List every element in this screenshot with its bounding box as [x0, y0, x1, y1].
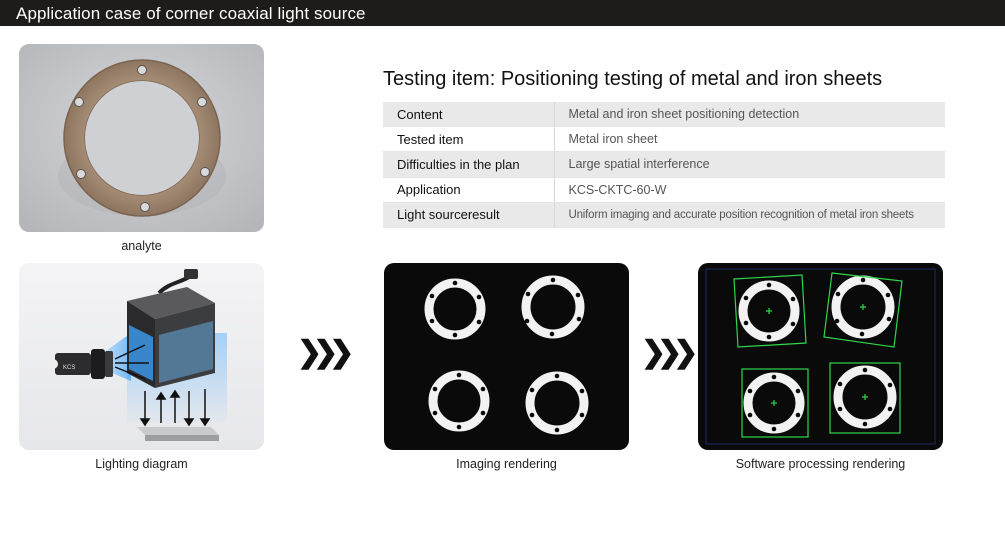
lighting-diagram [19, 263, 264, 450]
row-key: Content [383, 102, 554, 127]
header-bar [0, 0, 1005, 26]
row-key: Light sourceresult [383, 202, 554, 227]
raw-camera-image [384, 263, 629, 450]
caption-imaging: Imaging rendering [456, 457, 557, 471]
row-key: Difficulties in the plan [383, 152, 554, 177]
software-rendering [698, 263, 943, 450]
page-title: Application case of corner coaxial light source [16, 4, 366, 23]
imaging-rendering [384, 263, 629, 450]
table-row [383, 177, 945, 202]
flow-arrow-2: ❯❯❯ [641, 336, 690, 369]
caption-analyte: analyte [121, 239, 162, 253]
row-value: Large spatial interference [554, 152, 945, 177]
table-row [383, 152, 945, 177]
caption-lighting: Lighting diagram [95, 457, 188, 471]
row-key: Application [383, 177, 554, 202]
flow-arrow-1: ❯❯❯ [297, 336, 346, 369]
row-value: Uniform imaging and accurate position recognition of metal iron sheets [554, 202, 945, 227]
coaxial-light-illustration [19, 263, 264, 450]
row-value: Metal iron sheet [554, 127, 945, 152]
row-value: KCS-CKTC-60-W [554, 177, 945, 202]
table-row [383, 202, 945, 227]
row-value: Metal and iron sheet positioning detection [554, 102, 945, 127]
testing-item-title: Testing item: Positioning testing of metal and iron sheets [383, 68, 883, 90]
table-row [383, 102, 945, 127]
device-label: KCS [63, 365, 76, 371]
processed-camera-image [698, 263, 943, 450]
metal-ring-image [19, 44, 264, 232]
caption-software: Software processing rendering [735, 457, 906, 471]
spec-table [383, 102, 945, 228]
analyte-photo [19, 44, 264, 232]
row-key: Tested item [383, 127, 554, 152]
table-row [383, 127, 945, 152]
